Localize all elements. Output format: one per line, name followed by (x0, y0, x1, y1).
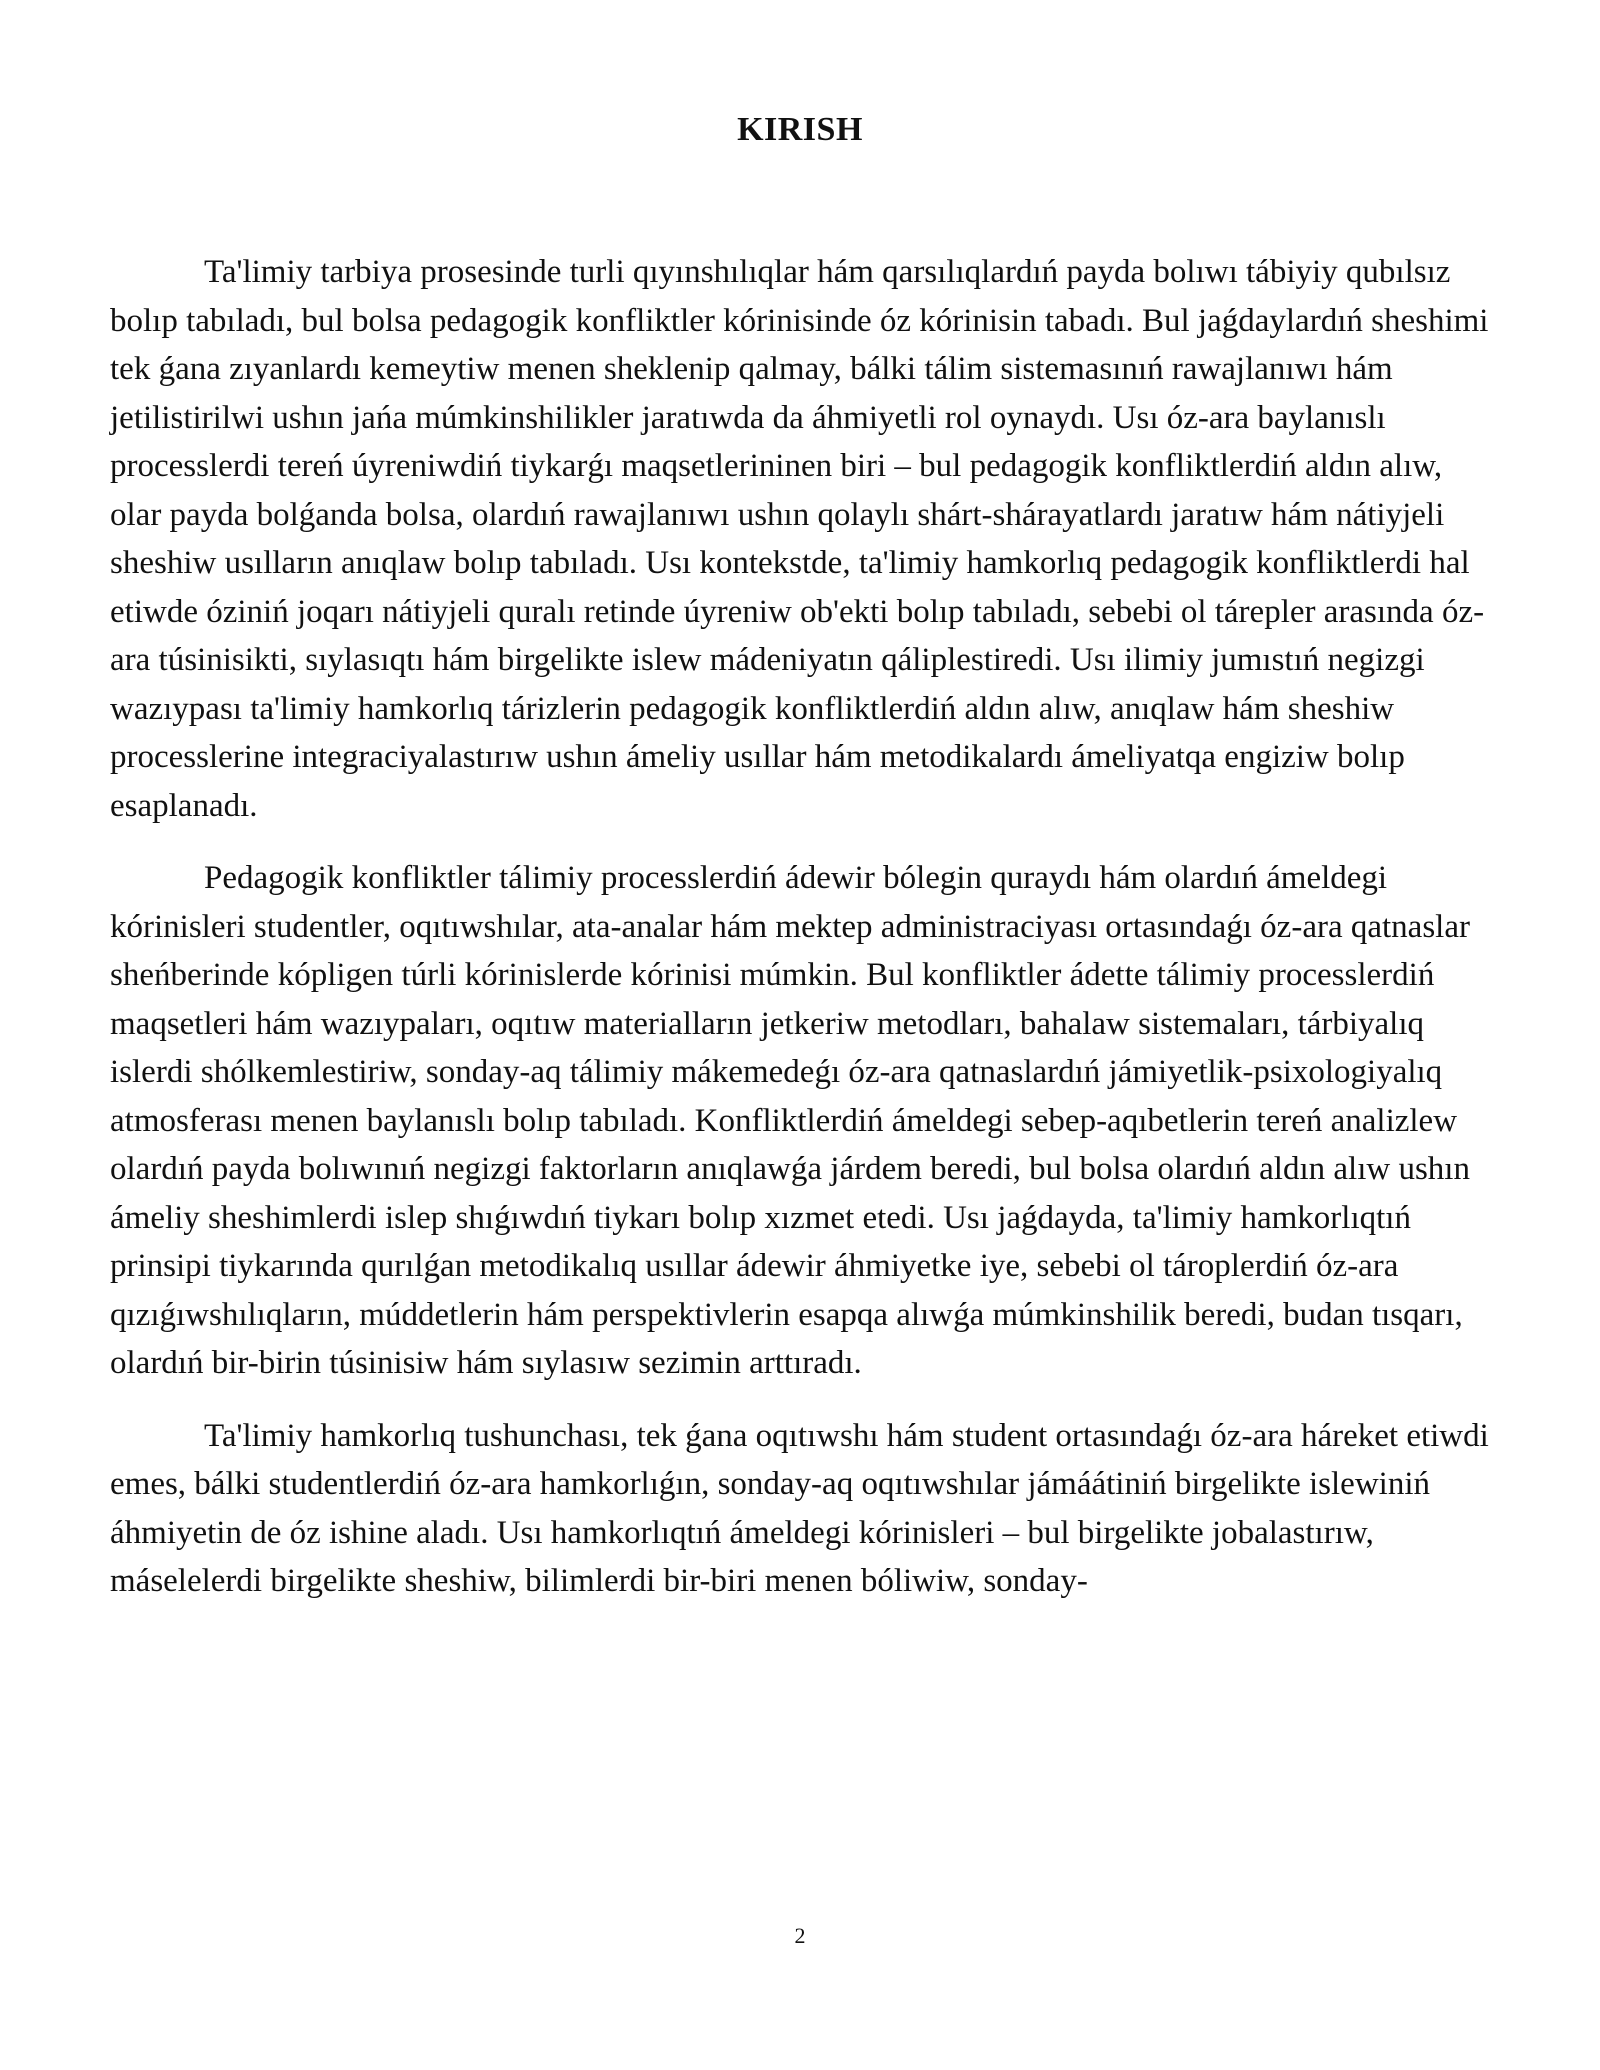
page-heading: KIRISH (737, 111, 863, 148)
paragraph-1: Ta'limiy tarbiya prosesinde turli qıyınshılıqlar hám qarsılıqlardıń payda bolıwı tábiyiy qubılsız bolıp tabıladı, bul bolsa pedagogik konfliktler kórinisinde óz kórinisin tabadı. Bul jaǵdaylardıń sheshimi tek ǵana zıyanlardı kemeytiw menen sheklenip qalmay, bálki tálim sistemasınıń rawajlanıwı hám jetilistirilwi ushın jańa múmkinshilikler jaratıwda da áhmiyetli rol oynaydı. Usı óz-ara baylanıslı processlerdi tereń úyreniwdiń tiykarǵı maqsetlerininen biri – bul pedagogik konfliktlerdiń aldın alıw, olar payda bolǵanda bolsa, olardıń rawajlanıwı ushın qolaylı shárt-shárayatlardı jaratıw hám nátiyjeli sheshiw usılların anıqlaw bolıp tabıladı. Usı kontekstde, ta'limiy hamkorlıq pedagogik konfliktlerdi hal etiwde óziniń joqarı nátiyjeli quralı retinde úyreniw ob'ekti bolıp tabıladı, sebebi ol tárepler arasında óz-ara túsinisikti, sıylasıqtı hám birgelikte islew mádeniyatın qáliplestiredi. Usı ilimiy jumıstıń negizgi wazıypası ta'limiy hamkorlıq tárizlerin pedagogik konfliktlerdiń aldın alıw, anıqlaw hám sheshiw processlerine integraciyalastırıw ushın ámeliy usıllar hám metodikalardı ámeliyatqa engiziw bolıp esaplanadı. (110, 254, 1489, 824)
paragraph-2: Pedagogik konfliktler tálimiy processlerdiń ádewir bólegin quraydı hám olardıń ámeldegi kórinisleri studentler, oqıtıwshılar, ata-analar hám mektep administraciyası ortasındaǵı óz-ara qatnaslar sheńberinde kópligen túrli kórinislerde kórinisi múmkin. Bul konfliktler ádette tálimiy processlerdiń maqsetleri hám wazıypaları, oqıtıw materialların jetkeriw metodları, bahalaw sistemaları, tárbiyalıq islerdi shólkemlestiriw, sonday-aq tálimiy mákemedeǵı óz-ara qatnaslardıń jámiyetlik-psixologiyalıq atmosferası menen baylanıslı bolıp tabıladı. Konfliktlerdiń ámeldegi sebep-aqıbetlerin tereń analizlew olardıń payda bolıwınıń negizgi faktorların anıqlawǵa járdem beredi, bul bolsa olardıń aldın alıw ushın ámeliy sheshimlerdi islep shıǵıwdıń tiykarı bolıp xızmet etedi. Usı jaǵdayda, ta'limiy hamkorlıqtıń prinsipi tiykarında qurılǵan metodikalıq usıllar ádewir áhmiyetke iye, sebebi ol tároplerdiń óz-ara qızıǵıwshılıqların, múddetlerin hám perspektivlerin esapqa alıwǵa múmkinshilik beredi, budan tısqarı, olardıń bir-birin túsinisiw hám sıylasıw sezimin arttıradı. (110, 860, 1470, 1381)
paragraph-3: Ta'limiy hamkorlıq tushunchası, tek ǵana oqıtıwshı hám student ortasındaǵı óz-ara háreket etiwdi emes, bálki studentlerdiń óz-ara hamkorlıǵın, sonday-aq oqıtıwshılar jámáátiniń birgelikte islewiniń áhmiyetin de óz ishine aladı. Usı hamkorlıqtıń ámeldegi kórinisleri – bul birgelikte jobalastırıw, máselelerdi birgelikte sheshiw, bilimlerdi bir-biri menen bóliwiw, sonday- (110, 1417, 1489, 1599)
body-text (110, 248, 1490, 1630)
page-number: 2 (794, 1923, 806, 1948)
